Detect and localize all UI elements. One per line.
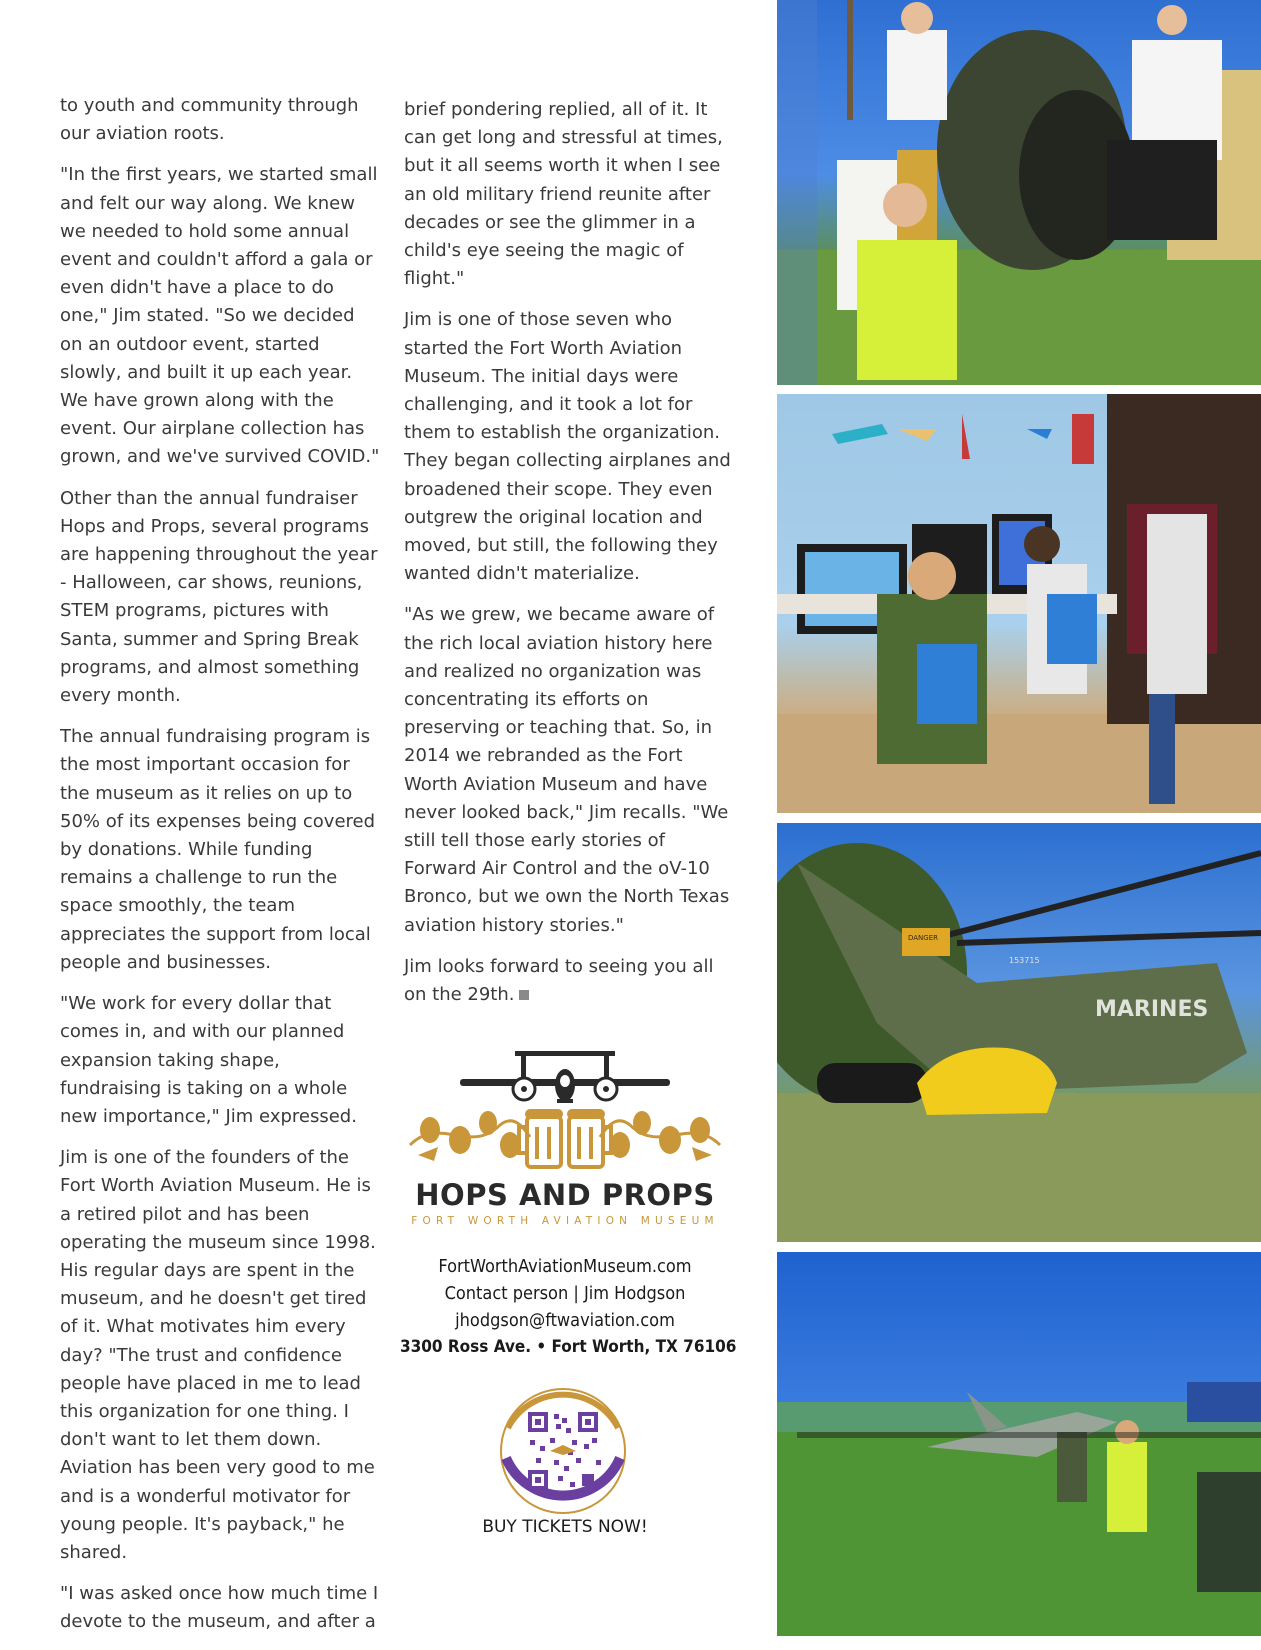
paragraph: "We work for every dollar that comes in, and with our planned expansion taking shape, fundraising is taking on a whole new importance," Jim expressed. xyxy=(60,993,357,1127)
airplane-hops-icon xyxy=(400,1045,730,1175)
paragraph: to youth and community through our aviation roots. xyxy=(60,95,359,145)
paragraph: Other than the annual fundraiser Hops and Props, several programs are happening throughout the year - Halloween, car shows, reunions, STEM programs, pictures with Santa, summer and Spring Break programs, and almost something every month. xyxy=(60,487,378,707)
qr-code-icon xyxy=(500,1388,626,1514)
paragraph-text: Jim looks forward to seeing you all on the 29th. xyxy=(404,955,714,1006)
photo-marines-helicopter xyxy=(777,823,1261,1242)
logo-title: HOPS AND PROPS xyxy=(415,1178,715,1212)
paragraph: The annual fundraising program is the most important occasion for the museum as it relies on up to 50% of its expenses being covered by donations. While funding remains a challenge to run the space smoothly, the team appreciates the support from local people and businesses. xyxy=(60,726,376,973)
website-link[interactable]: FortWorthAviationMuseum.com xyxy=(438,1256,692,1277)
article-column-left xyxy=(60,92,380,1650)
simulators-illustration xyxy=(777,394,1261,813)
hops-and-props-logo xyxy=(400,1045,730,1225)
end-of-article-icon xyxy=(519,990,529,1000)
volunteers-jet-illustration xyxy=(777,0,1261,385)
photo-volunteers-jet xyxy=(777,0,1261,385)
helicopter-illustration xyxy=(777,823,1261,1242)
jet-lawn-illustration xyxy=(777,1252,1261,1636)
paragraph: "In the first years, we started small and felt our way along. We knew we needed to hold some annual event and couldn't afford a gala or even didn't have a place to do one," Jim stated. "So we decided on an outdoor event, started slowly, and built it up each year. We have grown along with the event. Our airplane collection has grown, and we've survived COVID." xyxy=(60,164,380,468)
article-column-middle xyxy=(404,96,734,1022)
paragraph-final xyxy=(404,953,734,1009)
address: 3300 Ross Ave. • Fort Worth, TX 76106 xyxy=(400,1337,737,1357)
contact-block xyxy=(400,1253,737,1361)
photo-jet-on-lawn xyxy=(777,1252,1261,1636)
buy-tickets-link[interactable]: BUY TICKETS NOW! xyxy=(482,1517,648,1537)
helicopter-number: 153715 xyxy=(1009,956,1040,965)
logo-subtitle: FORT WORTH AVIATION MUSEUM xyxy=(411,1215,719,1227)
contact-person: Contact person | Jim Hodgson xyxy=(444,1283,686,1304)
paragraph: "As we grew, we became aware of the rich local aviation history here and realized no organization was concentrating its efforts on preserving or teaching that. So, in 2014 we rebranded as the Fort Worth Aviation Museum and have never looked back," Jim recalls. "We still tell those early stories of Forward Air Control and the oV-10 Bronco, but we own the North Texas aviation history stories." xyxy=(404,604,730,936)
photo-flight-simulators xyxy=(777,394,1261,813)
paragraph: Jim is one of those seven who started the Fort Worth Aviation Museum. The initial days were challenging, and it took a lot for them to establish the organization. They began collecting airplanes and broadened their scope. They even outgrew the original location and moved, but still, the following they wanted didn't materialize. xyxy=(404,309,731,585)
email-link[interactable]: jhodgson@ftwaviation.com xyxy=(455,1310,675,1331)
paragraph: brief pondering replied, all of it. It can get long and stressful at times, but it all seems worth it when I see an old military friend reunite after decades or see the glimmer in a child's eye seeing the magic of flight." xyxy=(404,99,723,290)
helicopter-marking: MARINES xyxy=(1095,997,1209,1022)
danger-sign: DANGER xyxy=(908,934,939,942)
ticket-qr-code[interactable] xyxy=(500,1388,626,1514)
paragraph: "I was asked once how much time I devote to the museum, and after a xyxy=(60,1583,379,1633)
paragraph: Jim is one of the founders of the Fort Worth Aviation Museum. He is a retired pilot and has been operating the museum since 1998. His regular days are spent in the museum, and he doesn't get tired of it. What motivates him every day? "The trust and confidence people have placed in me to lead this organization for one thing. I don't want to let them down. Aviation has been very good to me and is a wonderful motivator for young people. It's payback," he shared. xyxy=(60,1147,376,1563)
